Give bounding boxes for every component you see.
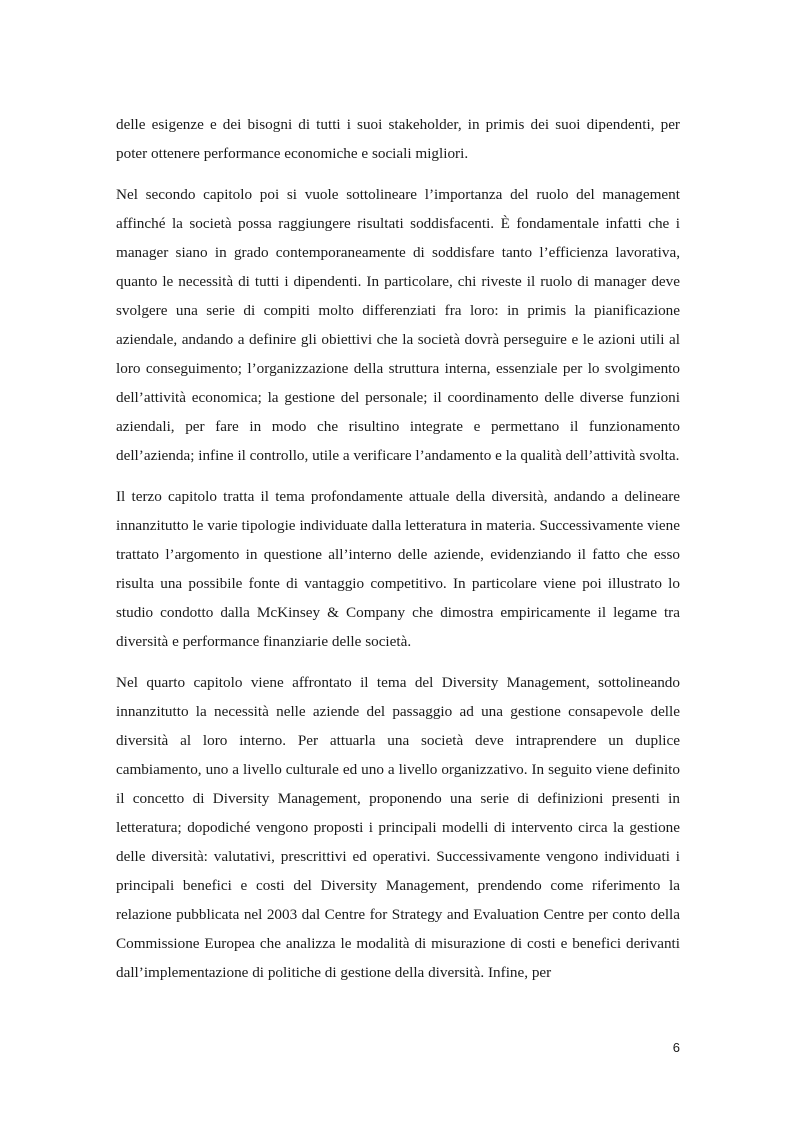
body-text [116,110,680,999]
paragraph-chapter-four: Nel quarto capitolo viene affrontato il tema del Diversity Management, sottolineando innanzitutto la necessità nelle aziende del passaggio ad una gestione consapevole delle diversità al loro interno. Per attuarla una società deve intraprendere un duplice cambiamento, uno a livello culturale ed uno a livello organizzativo. In seguito viene definito il concetto di Diversity Management, proponendo una serie di definizioni presenti in letteratura; dopodiché vengono proposti i principali modelli di intervento circa la gestione delle diversità: valutativi, prescrittivi ed operativi. Successivamente vengono individuati i principali benefici e costi del Diversity Management, prendendo come riferimento la relazione pubblicata nel 2003 dal Centre for Strategy and Evaluation Centre per conto della Commissione Europea che analizza le modalità di misurazione di costi e benefici derivanti dall’implementazione di politiche di gestione della diversità. Infine, per [116,674,680,981]
paragraph-intro-continuation: delle esigenze e dei bisogni di tutti i suoi stakeholder, in primis dei suoi dipendenti, per poter ottenere performance economiche e sociali migliori. [116,116,680,162]
paragraph-chapter-two: Nel secondo capitolo poi si vuole sottolineare l’importanza del ruolo del management affinché la società possa raggiungere risultati soddisfacenti. È fondamentale infatti che i manager siano in grado contemporaneamente di soddisfare tanto l’efficienza lavorativa, quanto le necessità di tutti i dipendenti. In particolare, chi riveste il ruolo di manager deve svolgere una serie di compiti molto differenziati fra loro: in primis la pianificazione aziendale, andando a definire gli obiettivi che la società dovrà perseguire e le azioni utili al loro conseguimento; l’organizzazione della struttura interna, essenziale per lo svolgimento dell’attività economica; la gestione del personale; il coordinamento delle diverse funzioni aziendali, per fare in modo che risultino integrate e permettano il funzionamento dell’azienda; infine il controllo, utile a verificare l’andamento e la qualità dell’attività svolta. [116,186,680,464]
page-number: 6 [672,1040,680,1055]
paragraph-chapter-three: Il terzo capitolo tratta il tema profondamente attuale della diversità, andando a delineare innanzitutto le varie tipologie individuate dalla letteratura in materia. Successivamente viene trattato l’argomento in questione all’interno delle aziende, evidenziando il fatto che esso risulta una possibile fonte di vantaggio competitivo. In particolare viene poi illustrato lo studio condotto dalla McKinsey & Company che dimostra empiricamente il legame tra diversità e performance finanziarie delle società. [116,488,680,650]
